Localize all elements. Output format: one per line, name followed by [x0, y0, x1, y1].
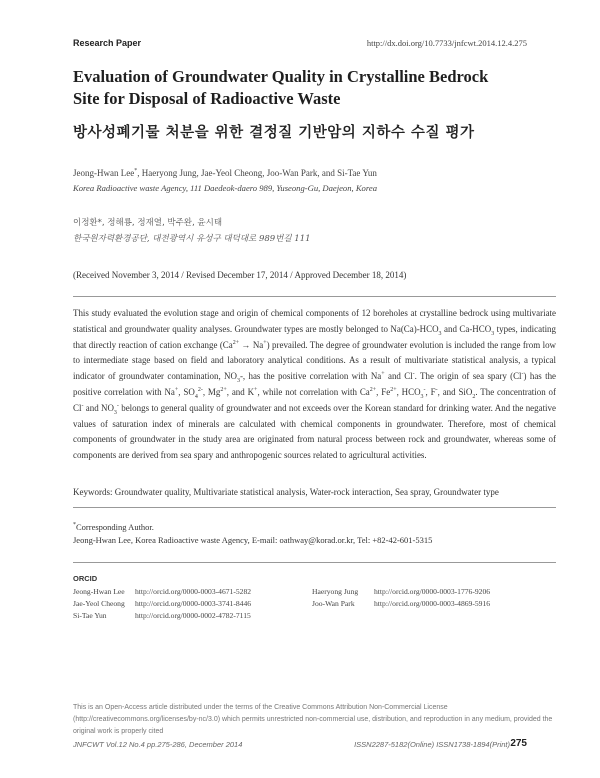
orcid-entry — [73, 611, 251, 620]
paper-title-line2: Site for Disposal of Radioactive Waste — [73, 89, 341, 108]
orcid-link[interactable]: http://orcid.org/0000-0003-3741-8446 — [135, 599, 252, 608]
orcid-heading: ORCID — [73, 574, 98, 583]
journal-citation: JNFCWT Vol.12 No.4 pp.275-286, December 2014 — [73, 740, 243, 749]
orcid-link[interactable]: http://orcid.org/0000-0003-1776-9206 — [374, 587, 491, 596]
orcid-entry — [312, 587, 490, 596]
orcid-name: Jae-Yeol Cheong — [73, 599, 125, 608]
orcid-link[interactable]: http://orcid.org/0000-0003-4869-5916 — [374, 599, 491, 608]
orcid-name: Haeryong Jung — [312, 587, 359, 596]
orcid-name: Jeong-Hwan Lee — [73, 587, 125, 596]
first-author: Jeong-Hwan Lee — [73, 168, 135, 178]
orcid-entry — [73, 587, 251, 596]
open-access-notice: This is an Open-Access article distributed under the terms of the Creative Commons Attribution Non-Commercial License (http://creativecommons.org/licenses/by-nc/3.0) which permits unrestricted non-commercial use, distribution, and reproduction in any medium, provided the original work is properly cited — [73, 704, 553, 735]
abstract-text: This study evaluated the evolution stage and origin of chemical components of 12 boreholes at crystalline bedrock using multivariate statistical and groundwater quality analyses. Groundwater types are mostly belonged to $Na(Ca)-HCO_3$ and $Ca-HCO_3$ types, indicating that directly reaction of cation exchange $(Ca^{2+} \to Na^+)$ prevailed. The degree of groundwater evolution is included the range from low to intermediate stage based on field and laboratory analytical conditions. As a result of multivariate statistical analysis, a typical indicator of groundwater contamination, $NO_3-$, has the positive correlation with Na+ and Cl-. The origin of sea spary (Cl-) has the positive correlation with Na+, $SO_4^{2-}$, $Mg^{2+}$, and K+, while not correlation with $Ca^{2+}$, $Fe^{2+}$, $HCO_3^-$, F-, and SiO$_2$. The concentration of Cl- and $NO_3^-$ belongs to general quality of groundwater and not exceeds over the Korean standard for drinking water. And the negative values of saturation index of minerals are calculated with chemical components in groundwater. Therefore, most of chemical components of groundwater in the study area are originated from natural process between rock and groundwater, whereas some of components are derived from sea spary and anthropogenic sources related to agricultural activities. — [73, 308, 557, 461]
keywords: Keywords: Groundwater quality, Multivariate statistical analysis, Water-rock interaction, Sea spray, Groundwater type — [73, 487, 499, 497]
korean-author-list: 이정환*, 정해룡, 정재열, 박주완, 윤시태 — [73, 218, 223, 228]
orcid-name: Si-Tae Yun — [73, 611, 107, 620]
corresponding-author-info: Jeong-Hwan Lee, Korea Radioactive waste Agency, E-mail: oathway@korad.or.kr, Tel: +82-42-601-5315 — [73, 535, 433, 545]
orcid-entry — [73, 599, 251, 608]
page-number: 275 — [510, 738, 527, 749]
korean-title: 방사성폐기물 처분을 위한 결정질 기반암의 지하수 수질 평가 — [73, 125, 475, 141]
orcid-entry — [312, 599, 490, 608]
abstract-top-rule — [73, 296, 556, 297]
author-list — [73, 168, 377, 178]
issn-info: ISSN2287-5182(Online) ISSN1738-1894(Print) — [354, 740, 510, 749]
keywords-bottom-rule — [73, 507, 556, 508]
received-dates: (Received November 3, 2014 / Revised December 17, 2014 / Approved December 18, 2014) — [73, 270, 407, 280]
korean-affiliation: 한국원자력환경공단, 대전광역시 유성구 대덕대로 989번길 111 — [73, 234, 311, 244]
orcid-name: Joo-Wan Park — [312, 599, 355, 608]
paper-title-line1: Evaluation of Groundwater Quality in Crystalline Bedrock — [73, 67, 489, 86]
orcid-top-rule — [73, 562, 556, 563]
affiliation: Korea Radioactive waste Agency, 111 Daedeok-daero 989, Yuseong-Gu, Daejeon, Korea — [73, 183, 377, 193]
orcid-link[interactable]: http://orcid.org/0000-0002-4782-7115 — [135, 611, 251, 620]
orcid-link[interactable]: http://orcid.org/0000-0003-4671-5282 — [135, 587, 252, 596]
corresponding-mark: * — [134, 168, 138, 174]
paper-title — [73, 66, 533, 110]
doi-link[interactable]: http://dx.doi.org/10.7733/jnfcwt.2014.12.4.275 — [366, 38, 527, 48]
article-type-label: Research Paper — [73, 38, 142, 48]
corresponding-author-label: *Corresponding Author. — [73, 522, 154, 532]
other-authors: , Haeryong Jung, Jae-Yeol Cheong, Joo-Wan Park, and Si-Tae Yun — [137, 168, 377, 178]
